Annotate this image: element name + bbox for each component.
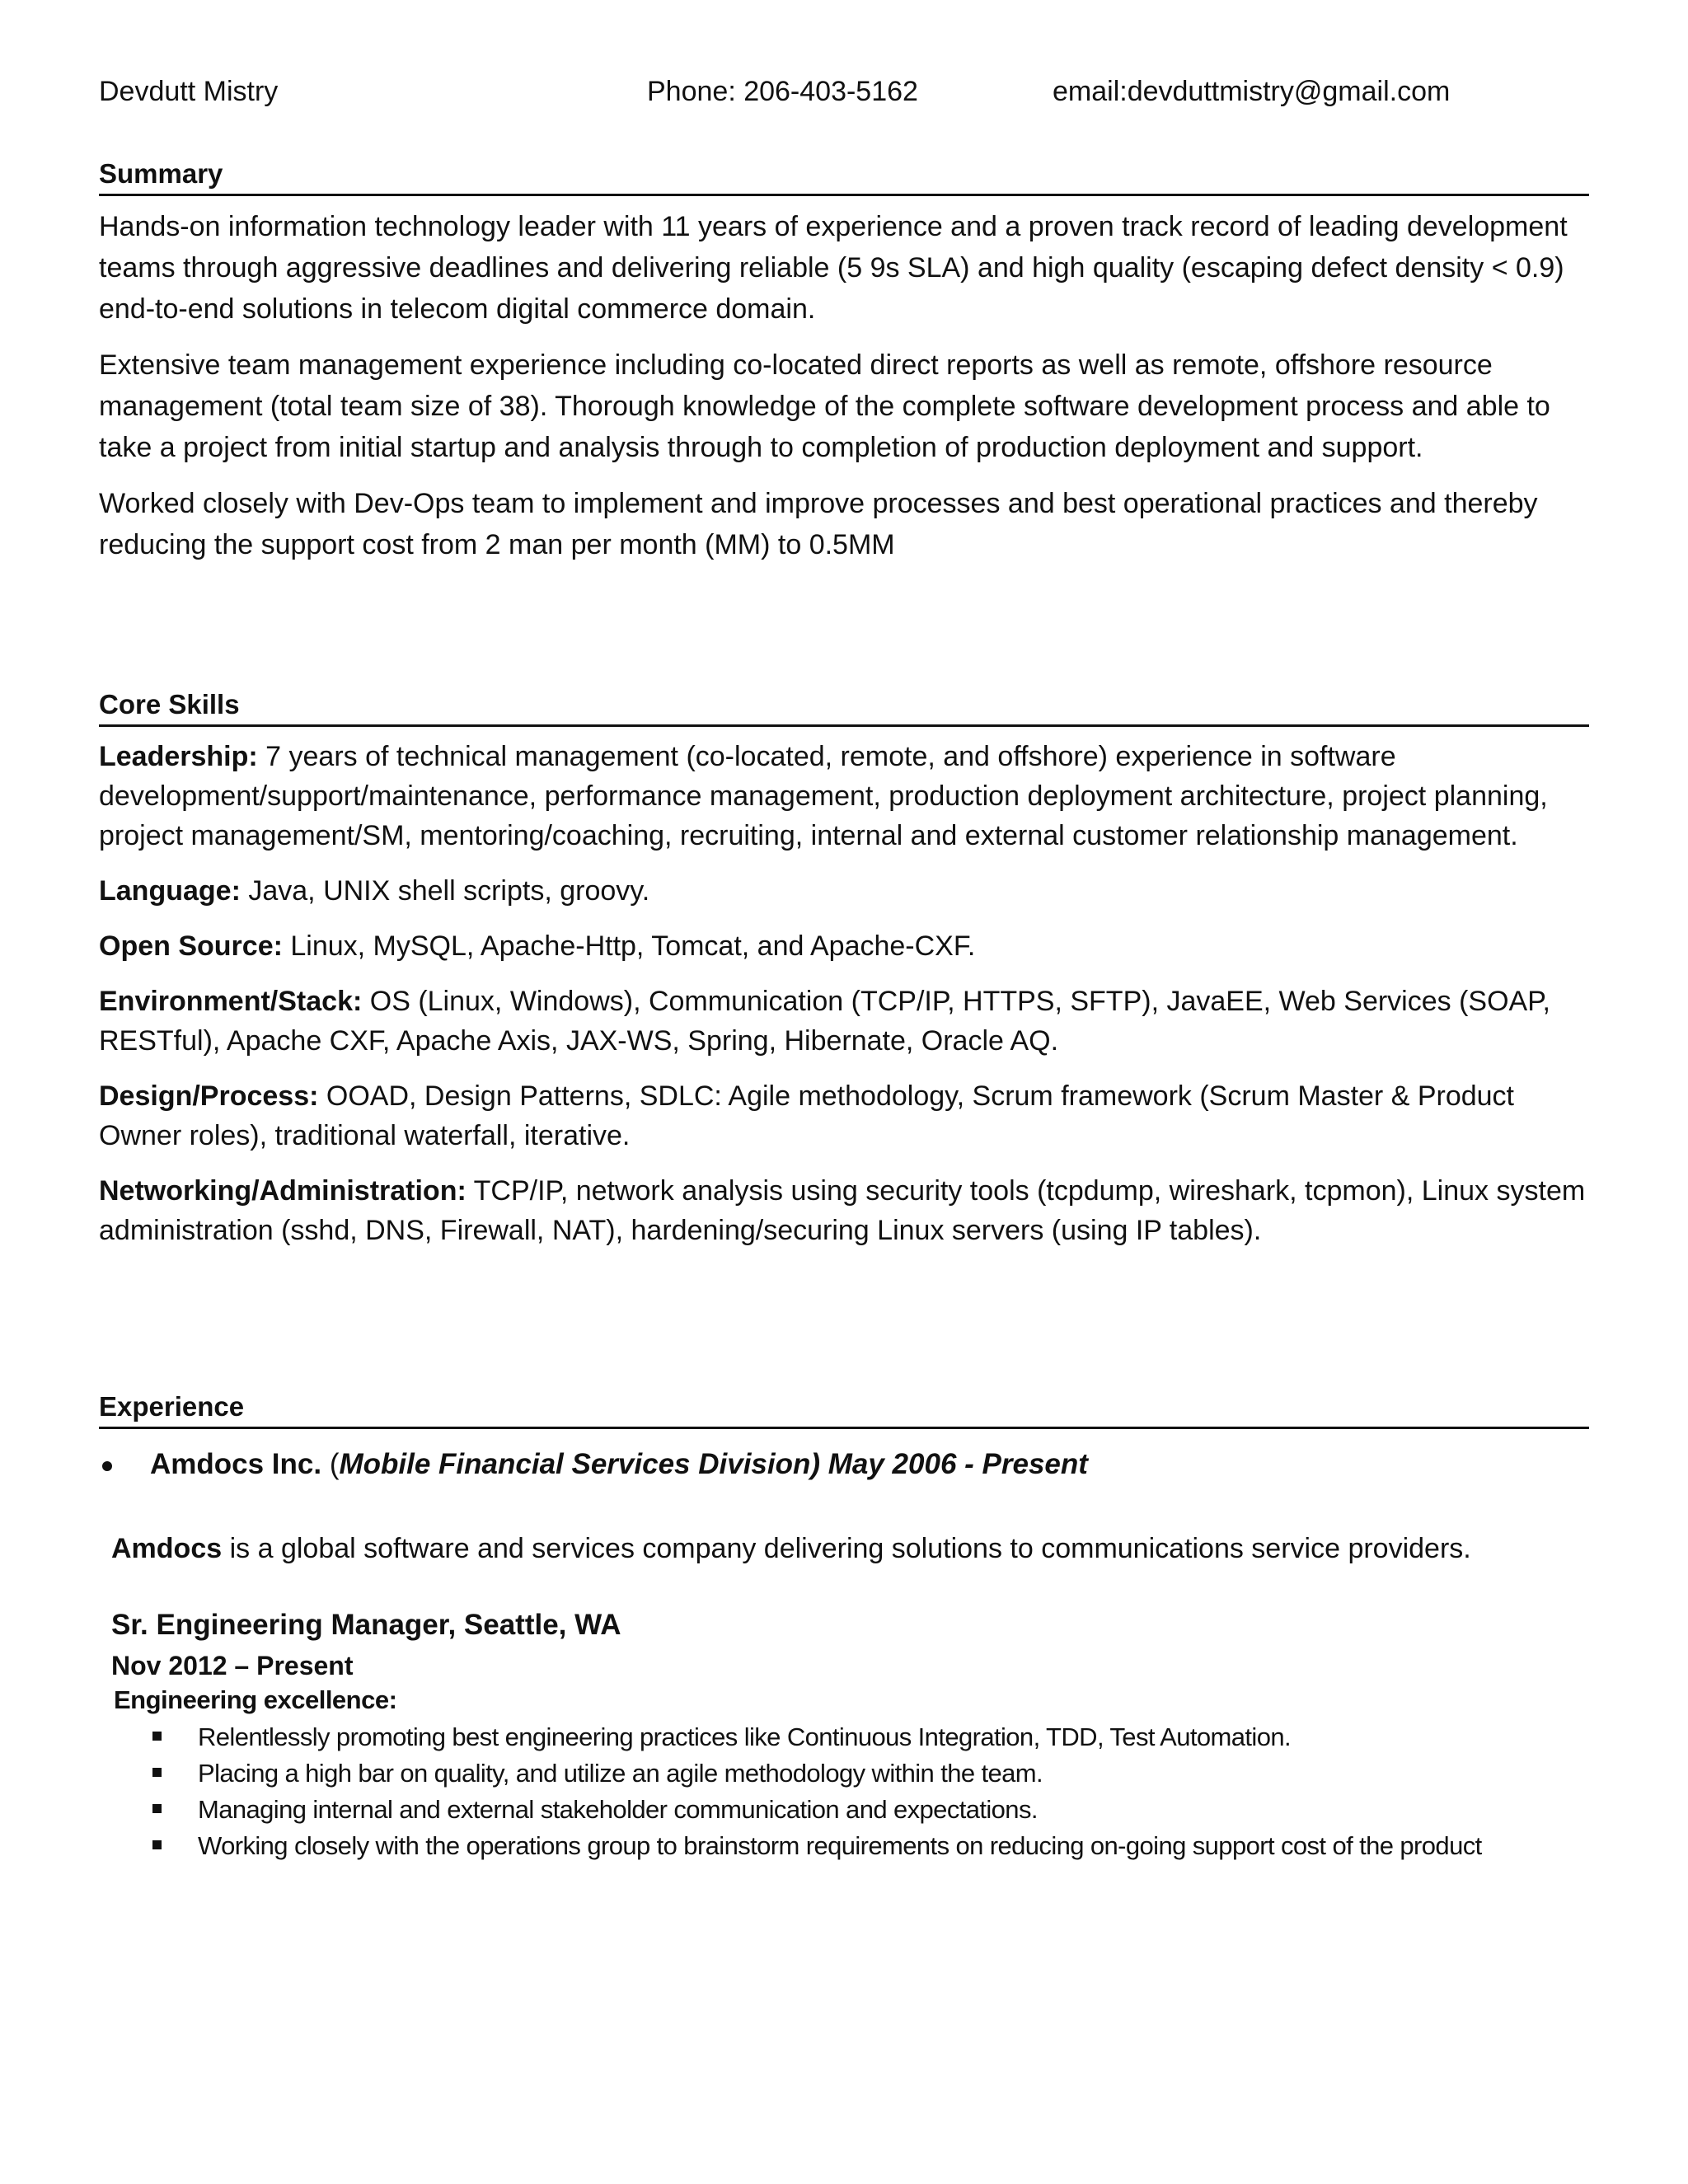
skill-design-process: [99, 1076, 1589, 1155]
skill-text: OOAD, Design Patterns, SDLC: Agile methodology, Scrum framework (Scrum Master & Product Owner roles), traditional waterfall, iterative.: [99, 1080, 1514, 1151]
square-bullet-icon: [152, 1768, 162, 1777]
company-line: [99, 1444, 1088, 1485]
list-item: [152, 1828, 1554, 1864]
skill-label: Networking/Administration:: [99, 1175, 467, 1207]
square-bullet-icon: [152, 1732, 162, 1741]
job-title: Sr. Engineering Manager, Seattle, WA: [111, 1609, 621, 1641]
skill-environment: [99, 982, 1589, 1061]
core-skills-divider: [99, 724, 1589, 727]
experience-heading: Experience: [99, 1391, 245, 1422]
skill-text: Linux, MySQL, Apache-Http, Tomcat, and Apache-CXF.: [282, 930, 976, 962]
square-bullet-icon: [152, 1804, 162, 1813]
skill-label: Design/Process:: [99, 1080, 319, 1112]
company-description: [111, 1528, 1471, 1569]
list-item: [152, 1755, 1554, 1792]
phone-number: Phone: 206-403-5162: [647, 76, 918, 107]
duties-subheading: Engineering excellence:: [114, 1685, 397, 1714]
summary-heading: Summary: [99, 158, 223, 189]
skill-text: TCP/IP, network analysis using security tools (tcpdump, wireshark, tcpmon), Linux system administration (sshd, DNS, Firewall, NAT), hardening/securing Linux servers (using IP tables).: [99, 1175, 1586, 1246]
skill-label: Leadership:: [99, 741, 258, 772]
company-description-text: is a global software and services company delivering solutions to communications service providers.: [222, 1533, 1471, 1564]
skill-text: 7 years of technical management (co-located, remote, and offshore) experience in software development/support/maintenance, performance management, production deployment architecture, project planning, project management/SM, mentoring/coaching, recruiting, internal and external customer relationship management.: [99, 741, 1548, 851]
job-dates: Nov 2012 – Present: [111, 1651, 354, 1680]
duty-text: Working closely with the operations group to brainstorm requirements on reducing on-going support cost of the product: [198, 1831, 1482, 1860]
company-description-label: Amdocs: [111, 1533, 223, 1564]
summary-paragraph: Hands-on information technology leader with 11 years of experience and a proven track record of leading development teams through aggressive deadlines and delivering reliable (5 9s SLA) and high quality (escaping defect density < 0.9) end-to-end solutions in telecom digital commerce domain.: [99, 211, 1568, 325]
skill-leadership: [99, 737, 1589, 855]
skill-networking: [99, 1171, 1589, 1250]
duty-text: Relentlessly promoting best engineering practices like Continuous Integration, TDD, Test Automation.: [198, 1722, 1291, 1751]
duties-list: [152, 1719, 1554, 1864]
skill-label: Environment/Stack:: [99, 986, 363, 1017]
skill-label: Language:: [99, 875, 241, 907]
summary-paragraph: Extensive team management experience including co-located direct reports as well as remote, offshore resource management (total team size of 38). Thorough knowledge of the complete software development process and able to take a project from initial startup and analysis through to completion of production deployment and support.: [99, 349, 1550, 463]
core-skills-heading: Core Skills: [99, 689, 240, 719]
skill-label: Open Source:: [99, 930, 283, 962]
candidate-name: Devdutt Mistry: [99, 76, 279, 107]
summary-section: [99, 157, 1589, 565]
company-name: Amdocs Inc.: [150, 1448, 322, 1480]
summary-divider: [99, 194, 1589, 196]
skill-text: Java, UNIX shell scripts, groovy.: [240, 875, 650, 907]
bullet-icon: [102, 1461, 112, 1471]
list-item: [152, 1719, 1554, 1755]
square-bullet-icon: [152, 1840, 162, 1849]
duty-text: Placing a high bar on quality, and utilize an agile methodology within the team.: [198, 1759, 1043, 1788]
company-division-dates: Mobile Financial Services Division) May 2006 - Present: [339, 1448, 1088, 1480]
email-address: email:devduttmistry@gmail.com: [1053, 76, 1451, 107]
skill-text: OS (Linux, Windows), Communication (TCP/IP, HTTPS, SFTP), JavaEE, Web Services (SOAP, RESTful), Apache CXF, Apache Axis, JAX-WS, Spring, Hibernate, Oracle AQ.: [99, 986, 1550, 1057]
core-skills-section: [99, 687, 1589, 1250]
skill-language: [99, 871, 1589, 911]
summary-paragraph: Worked closely with Dev-Ops team to implement and improve processes and best operational practices and thereby reducing the support cost from 2 man per month (MM) to 0.5MM: [99, 488, 1538, 560]
duty-text: Managing internal and external stakeholder communication and expectations.: [198, 1795, 1038, 1824]
experience-divider: [99, 1427, 1589, 1429]
contact-header: [99, 76, 1582, 112]
experience-section: [99, 1390, 1589, 1429]
skill-open-source: [99, 926, 1589, 966]
list-item: [152, 1792, 1554, 1828]
company-paren: (: [321, 1448, 340, 1480]
